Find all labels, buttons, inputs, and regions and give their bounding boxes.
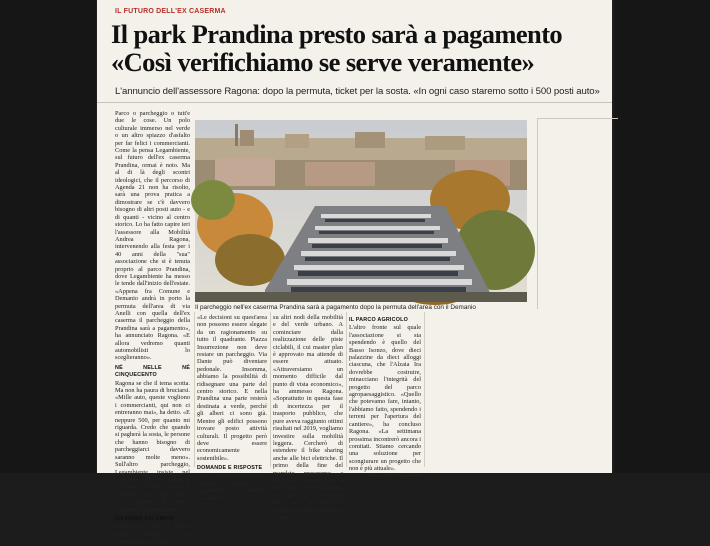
photo-caption: Il parcheggio nell'ex caserma Prandina sarà a pagamento dopo la permuta dell'area con il Demanio <box>195 304 476 311</box>
right-dark-margin <box>614 0 710 473</box>
newspaper-page <box>97 0 612 546</box>
author-byline: CRISTIANO CADONI <box>367 472 421 479</box>
header-divider <box>97 102 612 103</box>
parking-lot-photo <box>195 120 527 302</box>
paragraph: «Le decisioni su quest'area non possono essere slegate da un ragionamento su tutto il quadrante. Piazza Insurrezione non deve restare un parcheggio. Via Dante può diventare pedonale. Insomma, abbiamo la possibilità di ridisegnare una parte del centro storico. E nella Prandina una parte resterà destinata a verde, perché gli alberi ci sono già. Mentre gli edifici possono trovare posto attività culturali. Il progetto però deve essere economicamente sostenibile». <box>197 314 267 462</box>
left-dark-margin <box>0 0 96 473</box>
column-divider <box>194 312 195 467</box>
column-divider <box>346 312 347 467</box>
subheadline: L'annuncio dell'assessore Ragona: dopo la permuta, ticket per la sosta. «In ogni caso staremo sotto i 500 posti auto» <box>115 86 600 97</box>
aerial-photo-illustration <box>195 120 527 302</box>
column-divider <box>424 312 425 467</box>
paragraph: Parco o parcheggio o tutt'e due le cose. Un polo culturale immerso nel verde o un altro spiazzo d'asfalto per far felici i commercianti. Come la pensa Legambiente, sul futuro dell'ex caserma Prandina, ormai è noto. Ma al di là degli scontri ideologici, che il percorso di Agenda 21 non ha risolto, sarà una prova pratica a dimostrare se c'è davvero bisogno di altri posti auto - e di quanti - vicino al centro storico. Lo ha fatto capire ieri l'assessore alla Mobilità Andrea Ragona, intervenendo alla festa per i 40 anni della "sua" associazione che si è tenuta proprio al parco Prandina, dove Legambiente ha messo le tende dall'inizio dell'estate. «Appena fra Comune e Demanio andrà in porto la permuta dell'area di via Anelli con quella dell'ex caserma il parcheggio della Prandina sarà a pagamento», ha annunciato Ragona. «E allora vedremo quanti automobilisti lo sceglieranno». <box>115 110 190 362</box>
paragraph: Ragona se che il tema scotta. Ma non ha paura di bruciarsi. «Mille auto, queste vogliono i commercianti, qui non ci entreranno mai», ha detto. «E neppure 500, per quanto mi riguarda. Credo che quando si pagherà la sosta, le persone che hanno bisogno di parcheggiarci davvero saranno molte meno». Sull'altro parcheggio, Legambiente insiste nel sostenere che, in quanto a parcheggi, l'offerta supera la domanda: sono già tanti i posti intorno al centro, largamente sottoutilizzati. <box>115 379 190 513</box>
section-heading: IL PARCO AGRICOLO <box>349 317 409 323</box>
article-column-3 <box>273 314 343 521</box>
section-heading: UN PIANO PIÙ AMPIO <box>115 515 175 522</box>
headline <box>111 20 601 76</box>
paragraph: su altri nodi della mobilità e del verde urbano. A cominciare dalla realizzazione delle piste ciclabili, il cui master plan è approvato ma attende di essere attuato. «Attraversiamo un momento difficile dal punto di vista economico», ha ammesso Ragona. «Soprattutto in questa fase di incertezza per il trasporto pubblico, che pure aveva raggiunto ottimi risultati nel 2019, vogliamo investire sulla mobilità leggera. Cercherò di estendere il bike sharing anche alle bici elettriche. Il primo della fine del mandato proveremo a realizzare almeno una o due linee della biciplitana, così che chi viene dopo abbia già un percorso avviato e capisca di cosa si tratta». <box>273 314 343 521</box>
paragraph: L'altro fronte sul quale l'associazione si sta spendendo è quello del Basso Isonzo, dove dieci palazzine da dieci alloggi ciascuna, che l'Alzaia Ira dovrebbe costruire, minacciano l'integrità del progetto del parco agropaesaggistico. «Quello che potevamo fare, intanto, l'abbiamo fatto, spendendo i terreni per l'apertura del cantiere», ha concluso Ragona. «La settimana prossima incontrerò ancora i comitati. Stiamo cercando una soluzione per scongiurare un progetto che non è più attuale». <box>349 324 421 473</box>
sidebar-box <box>537 118 618 309</box>
article-column-2 <box>197 314 267 502</box>
section-heading: NÉ NELLE NÉ CINQUECENTO <box>115 364 190 379</box>
column-divider <box>270 312 271 467</box>
article-column-4 <box>349 314 421 479</box>
section-kicker: IL FUTURO DELL'EX CASERMA <box>115 8 226 15</box>
section-heading: DOMANDE E RISPOSTE <box>197 465 263 472</box>
headline-line-1: Il park Prandina presto sarà a pagamento <box>111 19 563 49</box>
article-column-1 <box>115 110 190 546</box>
paragraph: Ragona però lega il futuro dell'ex caserma a una strategia più articolata. <box>115 523 190 546</box>
headline-line-2: «Così verifichiamo se serve veramente» <box>111 47 535 77</box>
paragraph: Lucio Passi, responsabile politiche antismog di Legambiente, ha incalzato l'assessore <box>197 472 267 502</box>
